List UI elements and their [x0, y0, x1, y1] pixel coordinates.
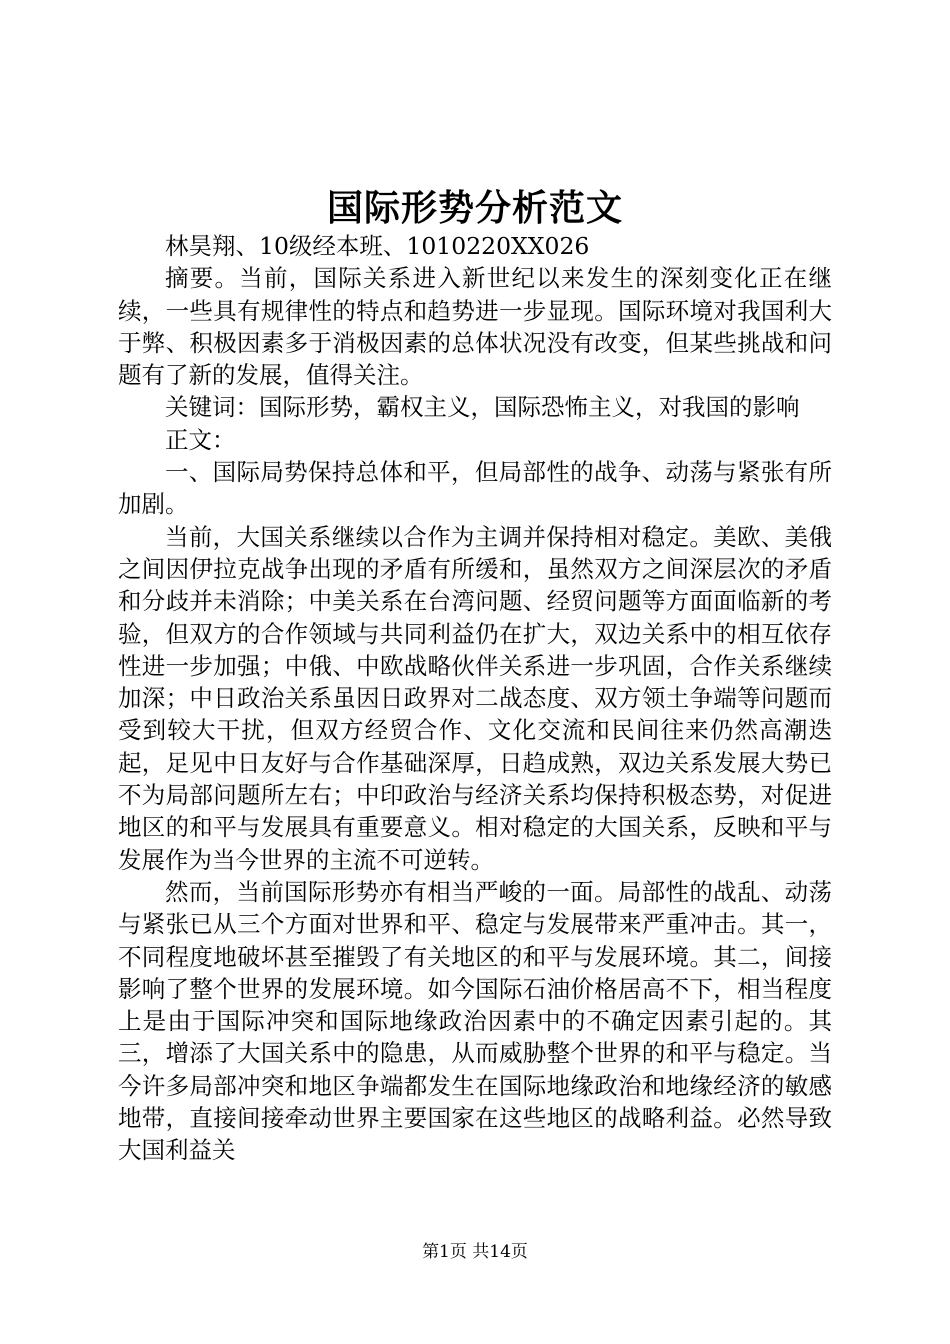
body-paragraph: 然而，当前国际形势亦有相当严峻的一面。局部性的战乱、动荡与紧张已从三个方面对世界和平、稳定与发展带来严重冲击。其一，不同程度地破坏甚至摧毁了有关地区的和平与发展环境。其二，间接影响了整个世界的发展环境。如今国际石油价格居高不下，相当程度上是由于国际冲突和国际地缘政治因素中的不确定因素引起的。其三，增添了大国关系中的隐患，从而威胁整个世界的和平与稳定。当今许多局部冲突和地区争端都发生在国际地缘政治和地缘经济的敏感地带，直接间接牵动世界主要国家在这些地区的战略利益。必然导致大国利益关 [118, 877, 832, 1165]
body-heading: 正文： [165, 425, 236, 454]
document-body [118, 230, 832, 1167]
section-heading: 一、国际局势保持总体和平，但局部性的战争、动荡与紧张有所加剧。 [118, 458, 832, 519]
abstract-paragraph: 摘要。当前，国际关系进入新世纪以来发生的深刻变化正在继续，一些具有规律性的特点和趋势进一步显现。国际环境对我国利大于弊、积极因素多于消极因素的总体状况没有改变，但某些挑战和问题有了新的发展，值得关注。 [118, 264, 832, 390]
page-footer: 第1页 共14页 [422, 1242, 528, 1262]
body-paragraph: 当前，大国关系继续以合作为主调并保持相对稳定。美欧、美俄之间因伊拉克战争出现的矛盾有所缓和，虽然双方之间深层次的矛盾和分歧并未消除；中美关系在台湾问题、经贸问题等方面面临新的考验，但双方的合作领域与共同利益仍在扩大，双边关系中的相互依存性进一步加强；中俄、中欧战略伙伴关系进一步巩固，合作关系继续加深；中日政治关系虽因日政界对二战态度、双方领土争端等问题而受到较大干扰，但双方经贸合作、文化交流和民间往来仍然高潮迭起，足见中日友好与合作基础深厚，日趋成熟，双边关系发展大势已不为局部问题所左右；中印政治与经济关系均保持积极态势，对促进地区的和平与发展具有重要意义。相对稳定的大国关系，反映和平与发展作为当今世界的主流不可逆转。 [118, 522, 832, 874]
document-title: 国际形势分析范文 [326, 187, 623, 229]
author-line: 林昊翔、10级经本班、1010220XX026 [165, 232, 590, 260]
keywords-paragraph: 关键词：国际形势，霸权主义，国际恐怖主义，对我国的影响 [165, 393, 800, 422]
